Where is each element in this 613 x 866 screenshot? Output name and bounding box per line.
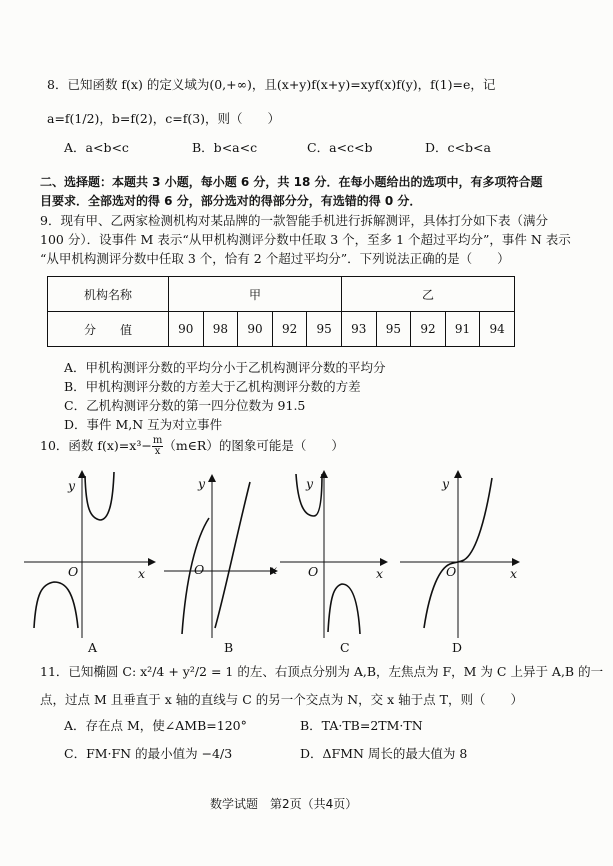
table-header-yi: 乙 [341,277,514,312]
table-cell: 93 [341,312,376,347]
graph-b-origin: O [194,562,205,577]
table-cell: 92 [272,312,307,347]
table-cell: 98 [203,312,238,347]
graph-c-x-label: x [376,566,384,581]
graph-a-origin: O [68,564,79,579]
graph-a-label: A [88,640,98,655]
q11-option-c: C．FM·FN 的最小值为 −4/3 [64,746,233,761]
section2-line1: 二、选择题：本题共 3 小题，每小题 6 分，共 18 分．在每小题给出的选项中，有多项符合题 [40,175,543,189]
graph-d [400,468,530,638]
q11-option-a: A．存在点 M，使∠AMB=120° [64,718,247,733]
table-cell: 95 [307,312,342,347]
q11-option-b: B．TA·TB=2TM·TN [300,718,423,733]
q10-stem [40,436,344,457]
q11-option-d: D．ΔFMN 周长的最大值为 8 [300,746,468,761]
graph-c-origin: O [308,564,319,579]
graph-a-x-label: x [138,566,146,581]
score-table [47,276,515,347]
table-cell: 91 [445,312,480,347]
q9-option-d: D．事件 M,N 互为对立事件 [64,417,223,432]
graph-a [24,468,166,638]
q9-option-c: C．乙机构测评分数的第一四分位数为 91.5 [64,398,306,413]
graph-a-y-label: y [68,478,76,493]
q11-line2: 点，过点 M 且垂直于 x 轴的直线与 C 的另一个交点为 N，交 x 轴于点 T，则（ ） [40,692,523,707]
q9-option-a: A．甲机构测评分数的平均分小于乙机构测评分数的平均分 [64,360,386,375]
q10-fraction [152,436,163,457]
table-header-jia: 甲 [169,277,342,312]
q8-option-b: B．b<a<c [192,140,258,155]
table-row-label: 分 值 [48,312,169,347]
section2-line2: 目要求．全部选对的得 6 分，部分选对的得部分分，有选错的得 0 分． [40,194,422,208]
graph-b-x-label: x [270,562,278,577]
q9-line2: 100 分）．设事件 M 表示“从甲机构测评分数中任取 3 个，至多 1 个超过平均分”，事件 N 表示 [40,232,571,247]
q8-option-d: D．c<b<a [425,140,491,155]
page-footer: 数学试题 第2页（共4页） [210,797,358,811]
q8-option-c: C．a<c<b [307,140,373,155]
q10-stem-suffix: （m∈R）的图象可能是（ ） [163,438,344,453]
graph-b-label: B [224,640,234,655]
table-cell: 92 [411,312,446,347]
q10-stem-prefix: 10．函数 f(x)=x³− [40,438,152,453]
graph-d-y-label: y [442,476,450,491]
table-header-row [48,277,515,312]
table-row [48,312,515,347]
graph-c-y-label: y [306,476,314,491]
table-cell: 90 [238,312,273,347]
q8-line1: 8．已知函数 f(x) 的定义域为(0,+∞)，且(x+y)f(x+y)=xyf(x)f(y)，f(1)=e，记 [47,77,496,92]
graph-b-y-label: y [198,476,206,491]
q8-option-a: A．a<b<c [64,140,129,155]
q10-frac-den: x [154,446,161,457]
graph-c [280,468,398,638]
graph-b [164,468,284,638]
q9-line3: “从甲机构测评分数中任取 3 个，恰有 2 个超过平均分”．下列说法正确的是（ ） [40,251,510,266]
q10-frac-num: m [152,435,163,446]
graph-c-label: C [340,640,350,655]
table-header-name: 机构名称 [48,277,169,312]
table-cell: 94 [480,312,515,347]
table-cell: 95 [376,312,411,347]
graph-d-origin: O [446,564,457,579]
q11-line1: 11．已知椭圆 C: x²/4 + y²/2 = 1 的左、右顶点分别为 A,B，左焦点为 F，M 为 C 上异于 A,B 的一 [40,664,604,679]
q9-option-b: B．甲机构测评分数的方差大于乙机构测评分数的方差 [64,379,361,394]
graph-d-label: D [452,640,463,655]
q9-line1: 9．现有甲、乙两家检测机构对某品牌的一款智能手机进行拆解测评，具体打分如下表（满分 [40,213,548,228]
graph-d-x-label: x [510,566,518,581]
q8-line2: a=f(1/2)，b=f(2)，c=f(3)，则（ ） [47,111,281,126]
table-cell: 90 [169,312,204,347]
